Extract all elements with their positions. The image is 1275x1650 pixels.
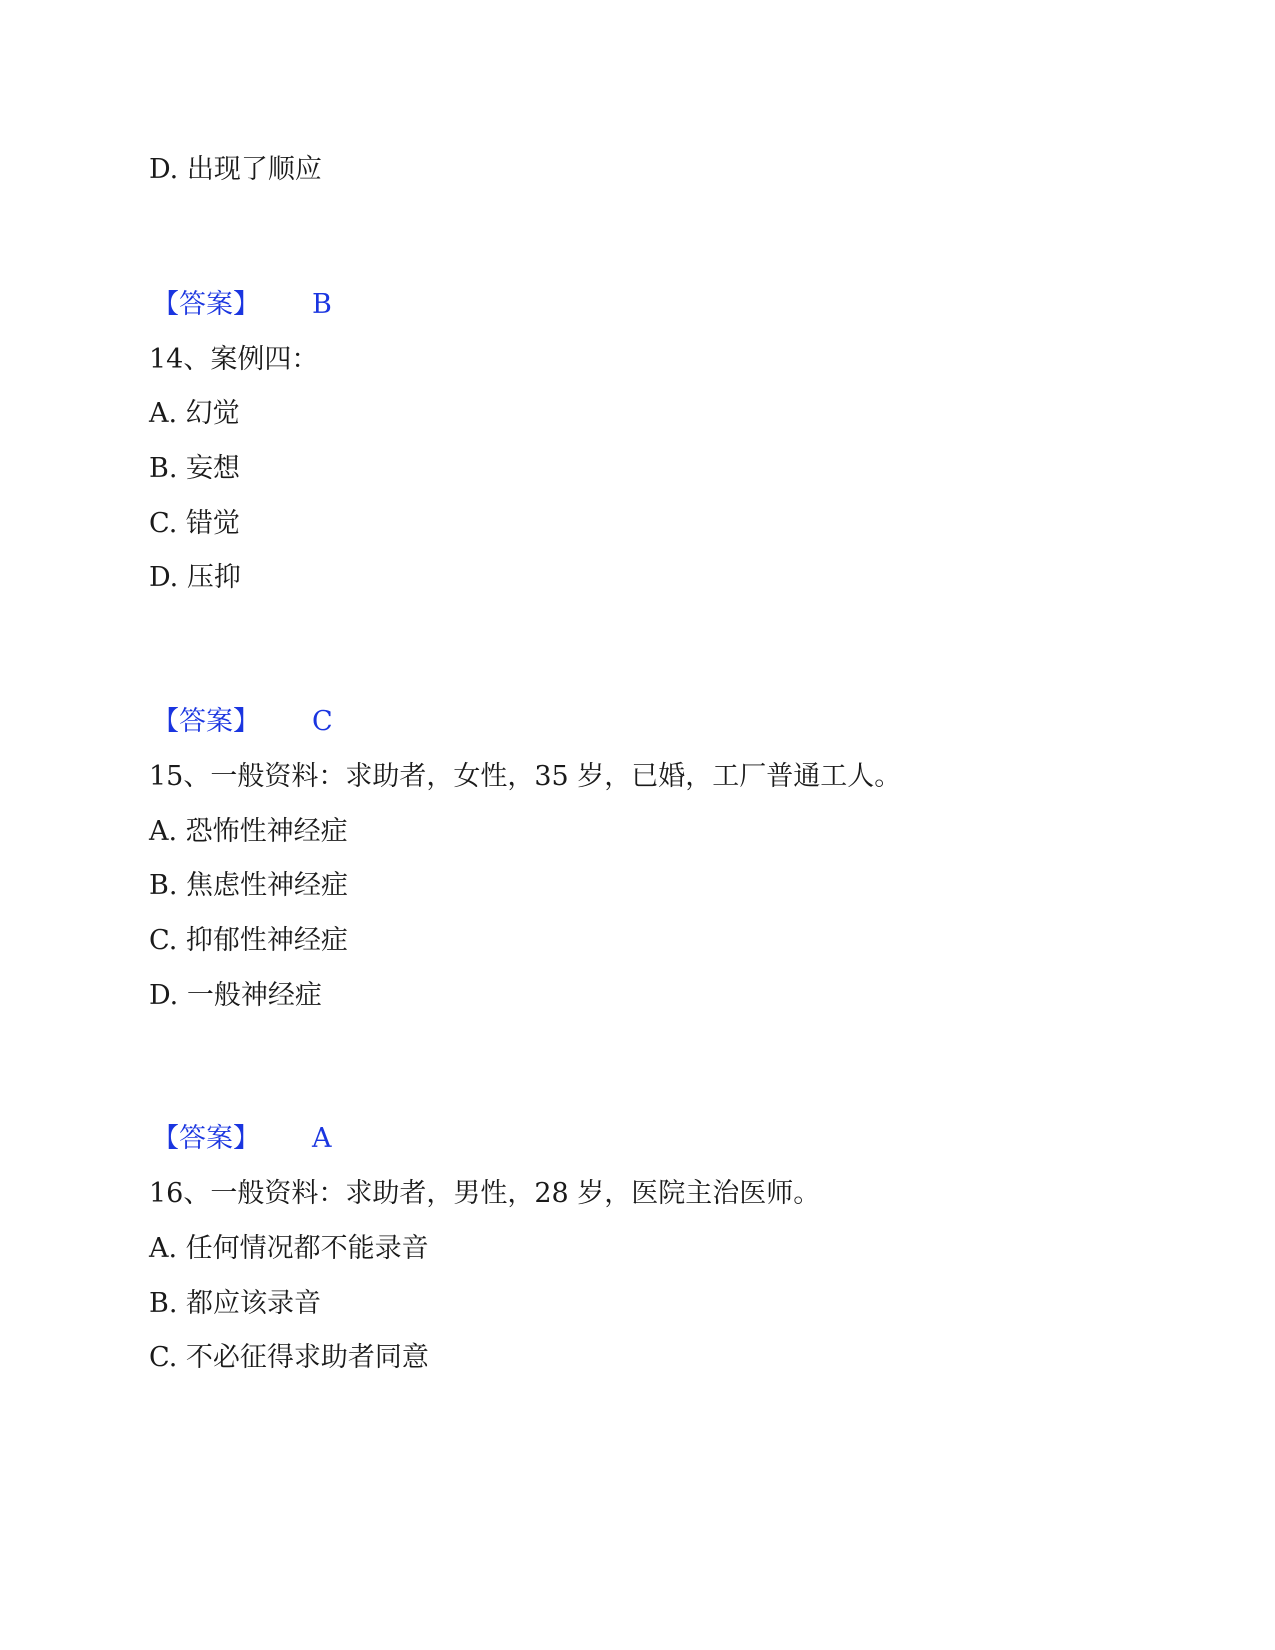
q15-option-d: D. 一般神经症 [149,980,322,1011]
q16-option-c: C. 不必征得求助者同意 [149,1342,429,1373]
q15-option-b: B. 焦虑性神经症 [149,870,349,901]
q15-answer [152,1122,332,1156]
answer-tag: 【答案】 [152,1123,260,1154]
answer-tag: 【答案】 [152,289,260,320]
q13-answer [152,288,332,322]
q13-option-d: D. 出现了顺应 [149,154,322,185]
q14-option-d: D. 压抑 [149,562,241,593]
q15-option-a: A. 恐怖性神经症 [149,816,348,847]
q15-option-c: C. 抑郁性神经症 [149,925,348,956]
q14-option-a: A. 幻觉 [149,398,240,429]
q15-stem: 15、一般资料：求助者，女性，35 岁，已婚，工厂普通工人。 [149,761,902,792]
q16-option-b: B. 都应该录音 [149,1288,322,1319]
answer-tag: 【答案】 [152,706,260,737]
q14-option-b: B. 妄想 [149,453,241,484]
q16-stem: 16、一般资料：求助者，男性，28 岁，医院主治医师。 [149,1178,821,1209]
q14-answer [152,705,333,739]
q14-stem: 14、案例四： [149,344,319,375]
answer-value: C [312,706,333,737]
answer-value: B [312,289,332,320]
answer-value: A [312,1123,332,1154]
q14-option-c: C. 错觉 [149,508,240,539]
q16-option-a: A. 任何情况都不能录音 [149,1233,429,1264]
